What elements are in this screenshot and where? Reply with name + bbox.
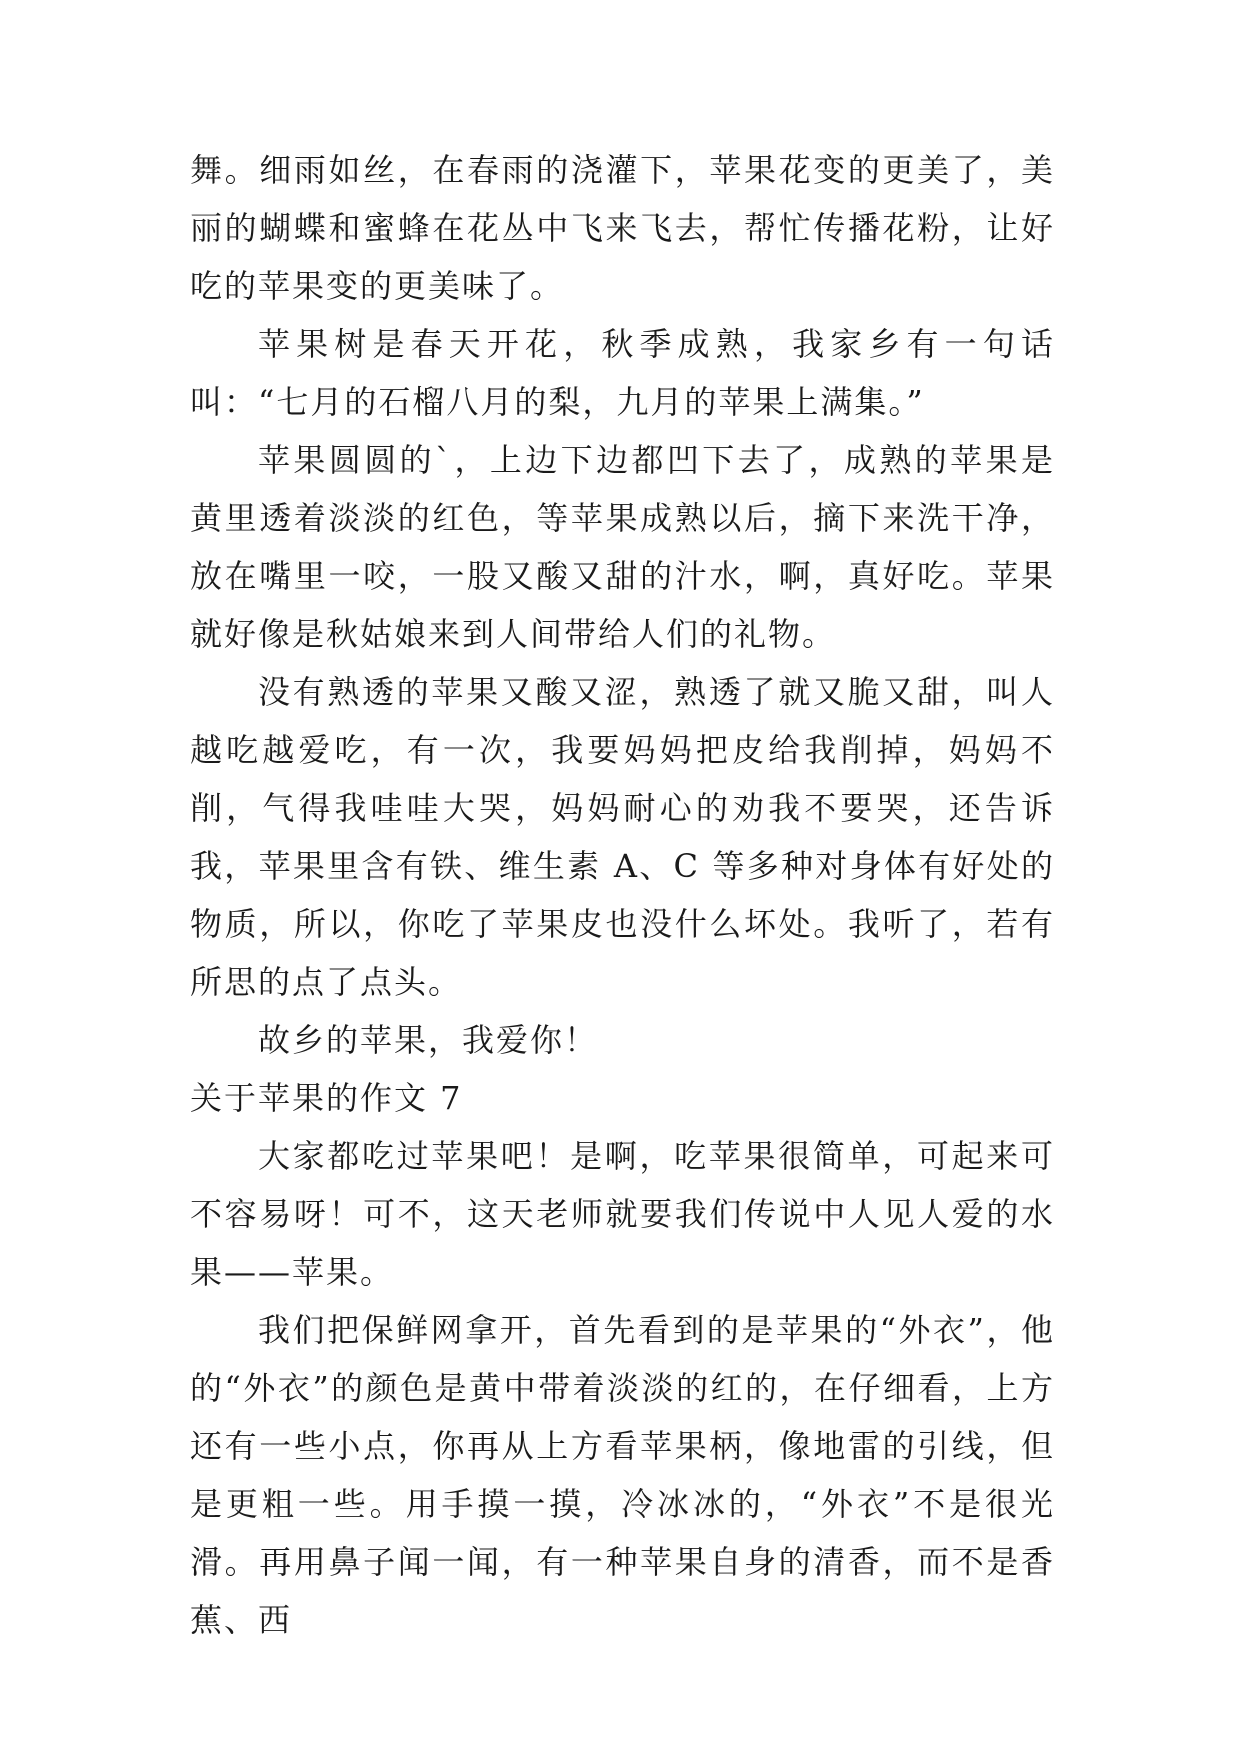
paragraph: 苹果树是春天开花，秋季成熟，我家乡有一句话叫：“七月的石榴八月的梨，九月的苹果上满集。” xyxy=(190,325,1055,421)
section-heading: 关于苹果的作文 7 xyxy=(190,1079,463,1117)
paragraph: 没有熟透的苹果又酸又涩，熟透了就又脆又甜，叫人越吃越爱吃，有一次，我要妈妈把皮给我削掉，妈妈不削，气得我哇哇大哭，妈妈耐心的劝我不要哭，还告诉我，苹果里含有铁、维生素 A、C 等多种对身体有好处的物质，所以，你吃了苹果皮也没什么坏处。我听了，若有所思的点了点头。 xyxy=(190,673,1055,1001)
paragraph: 大家都吃过苹果吧！是啊，吃苹果很简单，可起来可不容易呀！可不，这天老师就要我们传说中人见人爱的水果——苹果。 xyxy=(190,1137,1055,1291)
document-body xyxy=(190,141,1055,1649)
paragraph: 故乡的苹果，我爱你！ xyxy=(258,1021,599,1059)
paragraph: 苹果圆圆的`，上边下边都凹下去了，成熟的苹果是黄里透着淡淡的红色，等苹果成熟以后，摘下来洗干净，放在嘴里一咬，一股又酸又甜的汁水，啊，真好吃。苹果就好像是秋姑娘来到人间带给人们的礼物。 xyxy=(190,441,1055,653)
paragraph-continuation: 舞。细雨如丝，在春雨的浇灌下，苹果花变的更美了，美丽的蝴蝶和蜜蜂在花丛中飞来飞去，帮忙传播花粉，让好吃的苹果变的更美味了。 xyxy=(190,151,1055,305)
paragraph: 我们把保鲜网拿开，首先看到的是苹果的“外衣”，他的“外衣”的颜色是黄中带着淡淡的红的，在仔细看，上方还有一些小点，你再从上方看苹果柄，像地雷的引线，但是更粗一些。用手摸一摸，冷冰冰的，“外衣”不是很光滑。再用鼻子闻一闻，有一种苹果自身的清香，而不是香蕉、西 xyxy=(190,1311,1055,1639)
